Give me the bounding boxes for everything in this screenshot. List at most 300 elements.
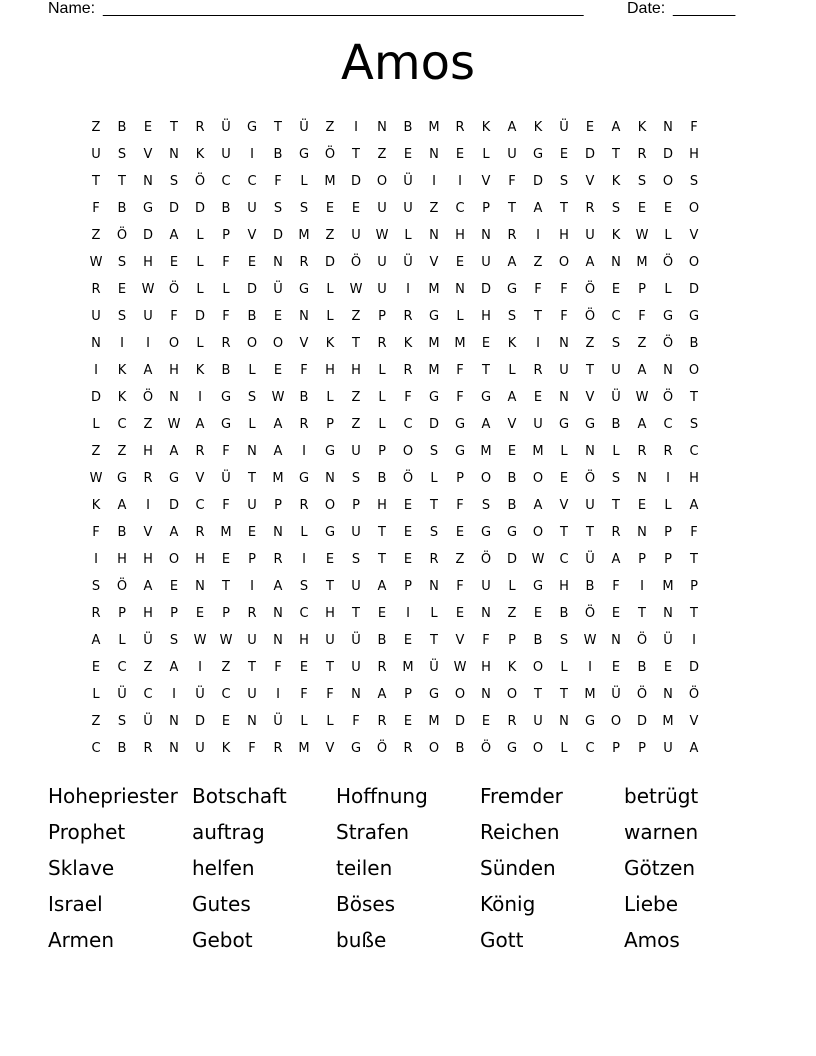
grid-letter: B bbox=[377, 633, 387, 648]
grid-letter: Ö bbox=[662, 390, 674, 405]
grid-letter: U bbox=[559, 363, 569, 378]
grid-letter: I bbox=[250, 579, 254, 594]
grid-letter: Z bbox=[637, 336, 647, 351]
grid-letter: A bbox=[143, 579, 153, 594]
date-line: _______ bbox=[673, 0, 736, 17]
grid-letter: C bbox=[611, 309, 621, 324]
grid-row bbox=[83, 438, 733, 465]
grid-letter: I bbox=[146, 336, 150, 351]
grid-letter: C bbox=[117, 417, 127, 432]
grid-letter: I bbox=[250, 147, 254, 162]
grid-letter: G bbox=[532, 147, 544, 162]
grid-letter: E bbox=[273, 363, 283, 378]
grid-letter: P bbox=[274, 498, 282, 513]
grid-letter: U bbox=[351, 228, 361, 243]
grid-row bbox=[83, 249, 733, 276]
grid-letter: Ü bbox=[663, 633, 673, 648]
grid-letter: E bbox=[507, 444, 517, 459]
grid-letter: I bbox=[198, 390, 202, 405]
grid-letter: Ö bbox=[194, 174, 206, 189]
grid-letter: W bbox=[89, 255, 103, 270]
grid-letter: M bbox=[428, 120, 440, 135]
grid-letter: A bbox=[507, 120, 517, 135]
grid-letter: E bbox=[403, 633, 413, 648]
grid-letter: P bbox=[482, 201, 490, 216]
word-item: Prophet bbox=[48, 820, 126, 844]
grid-letter: D bbox=[584, 147, 595, 162]
grid-letter: K bbox=[91, 498, 101, 513]
grid-letter: O bbox=[610, 714, 622, 729]
grid-letter: U bbox=[351, 525, 361, 540]
grid-letter: F bbox=[248, 741, 256, 756]
grid-row bbox=[83, 627, 733, 654]
grid-letter: F bbox=[534, 282, 542, 297]
grid-letter: C bbox=[689, 444, 699, 459]
grid-letter: T bbox=[352, 336, 360, 351]
grid-letter: A bbox=[611, 120, 621, 135]
grid-letter: Ü bbox=[273, 282, 283, 297]
grid-letter: O bbox=[324, 498, 336, 513]
grid-letter: Ö bbox=[168, 282, 180, 297]
grid-letter: I bbox=[276, 687, 280, 702]
grid-letter: Ö bbox=[636, 633, 648, 648]
grid-letter: P bbox=[378, 444, 386, 459]
grid-letter: N bbox=[429, 228, 439, 243]
grid-letter: N bbox=[429, 147, 439, 162]
grid-letter: U bbox=[351, 444, 361, 459]
word-item: teilen bbox=[336, 856, 393, 880]
word-item: Sklave bbox=[48, 856, 115, 880]
grid-letter: L bbox=[92, 687, 100, 702]
grid-letter: O bbox=[402, 444, 414, 459]
grid-letter: M bbox=[220, 525, 232, 540]
name-label: Name: bbox=[48, 0, 96, 17]
grid-letter: O bbox=[532, 525, 544, 540]
grid-row bbox=[83, 465, 733, 492]
grid-letter: G bbox=[428, 687, 440, 702]
grid-letter: L bbox=[664, 228, 672, 243]
grid-letter: T bbox=[560, 525, 568, 540]
grid-letter: D bbox=[532, 174, 543, 189]
word-item: auftrag bbox=[192, 820, 265, 844]
word-item: Sünden bbox=[480, 856, 556, 880]
grid-letter: T bbox=[638, 606, 646, 621]
grid-letter: I bbox=[692, 633, 696, 648]
grid-letter: K bbox=[507, 336, 517, 351]
grid-letter: W bbox=[193, 633, 207, 648]
grid-letter: E bbox=[403, 714, 413, 729]
grid-letter: D bbox=[168, 201, 179, 216]
grid-letter: G bbox=[532, 579, 544, 594]
grid-letter: Ö bbox=[402, 471, 414, 486]
grid-letter: A bbox=[169, 444, 179, 459]
grid-letter: A bbox=[377, 687, 387, 702]
grid-letter: W bbox=[531, 552, 545, 567]
grid-letter: T bbox=[586, 525, 594, 540]
grid-row bbox=[83, 681, 733, 708]
grid-letter: B bbox=[247, 309, 257, 324]
grid-letter: E bbox=[403, 147, 413, 162]
grid-letter: K bbox=[533, 120, 543, 135]
grid-row bbox=[83, 168, 733, 195]
grid-letter: H bbox=[559, 228, 569, 243]
grid-letter: T bbox=[248, 471, 256, 486]
word-item: buße bbox=[336, 928, 387, 952]
grid-letter: M bbox=[272, 471, 284, 486]
grid-letter: E bbox=[351, 201, 361, 216]
grid-letter: R bbox=[299, 417, 309, 432]
grid-letter: S bbox=[429, 525, 439, 540]
word-row bbox=[48, 814, 768, 850]
grid-row bbox=[83, 708, 733, 735]
grid-letter: R bbox=[377, 336, 387, 351]
grid-letter: N bbox=[169, 390, 179, 405]
grid-letter: P bbox=[638, 552, 646, 567]
grid-letter: I bbox=[458, 174, 462, 189]
grid-letter: E bbox=[247, 255, 257, 270]
grid-letter: F bbox=[456, 363, 464, 378]
grid-letter: U bbox=[91, 309, 101, 324]
grid-letter: O bbox=[532, 660, 544, 675]
grid-letter: R bbox=[429, 552, 439, 567]
grid-letter: S bbox=[559, 633, 569, 648]
grid-letter: Ö bbox=[584, 282, 596, 297]
grid-letter: Z bbox=[91, 228, 101, 243]
grid-letter: Z bbox=[325, 228, 335, 243]
grid-letter: G bbox=[220, 417, 232, 432]
grid-letter: W bbox=[453, 660, 467, 675]
grid-letter: H bbox=[169, 363, 179, 378]
grid-letter: P bbox=[222, 228, 230, 243]
grid-letter: I bbox=[406, 282, 410, 297]
grid-letter: R bbox=[195, 525, 205, 540]
grid-letter: R bbox=[455, 120, 465, 135]
header bbox=[48, 0, 748, 20]
grid-letter: L bbox=[326, 282, 334, 297]
grid-letter: A bbox=[169, 228, 179, 243]
grid-letter: D bbox=[662, 147, 673, 162]
grid-letter: B bbox=[689, 336, 699, 351]
grid-letter: S bbox=[169, 174, 179, 189]
grid-letter: L bbox=[378, 417, 386, 432]
grid-letter: P bbox=[404, 687, 412, 702]
grid-letter: C bbox=[195, 498, 205, 513]
grid-row bbox=[83, 222, 733, 249]
grid-letter: L bbox=[664, 282, 672, 297]
grid-letter: B bbox=[403, 120, 413, 135]
grid-letter: Z bbox=[91, 120, 101, 135]
grid-letter: F bbox=[352, 714, 360, 729]
grid-row bbox=[83, 195, 733, 222]
grid-letter: W bbox=[271, 390, 285, 405]
grid-letter: N bbox=[637, 525, 647, 540]
grid-letter: U bbox=[507, 147, 517, 162]
grid-letter: N bbox=[273, 525, 283, 540]
grid-letter: A bbox=[169, 660, 179, 675]
grid-letter: I bbox=[354, 120, 358, 135]
grid-letter: G bbox=[324, 444, 336, 459]
date-label: Date: bbox=[627, 0, 666, 17]
grid-letter: U bbox=[403, 201, 413, 216]
grid-letter: V bbox=[247, 228, 257, 243]
grid-letter: L bbox=[612, 444, 620, 459]
grid-letter: T bbox=[326, 660, 334, 675]
grid-letter: E bbox=[169, 255, 179, 270]
grid-letter: L bbox=[196, 336, 204, 351]
word-item: Hohepriester bbox=[48, 784, 178, 808]
grid-row bbox=[83, 600, 733, 627]
grid-letter: E bbox=[481, 714, 491, 729]
grid-letter: R bbox=[273, 552, 283, 567]
grid-letter: L bbox=[560, 444, 568, 459]
grid-letter: R bbox=[195, 120, 205, 135]
grid-letter: S bbox=[273, 201, 283, 216]
grid-letter: F bbox=[482, 633, 490, 648]
grid-letter: F bbox=[300, 363, 308, 378]
grid-letter: V bbox=[429, 255, 439, 270]
grid-letter: D bbox=[246, 282, 257, 297]
grid-letter: C bbox=[585, 741, 595, 756]
grid-letter: S bbox=[117, 147, 127, 162]
grid-letter: T bbox=[92, 174, 100, 189]
grid-letter: M bbox=[454, 336, 466, 351]
grid-letter: O bbox=[454, 687, 466, 702]
grid-letter: T bbox=[118, 174, 126, 189]
grid-letter: D bbox=[506, 552, 517, 567]
grid-letter: N bbox=[169, 147, 179, 162]
grid-letter: D bbox=[350, 174, 361, 189]
grid-letter: O bbox=[558, 255, 570, 270]
grid-letter: F bbox=[326, 687, 334, 702]
grid-letter: R bbox=[403, 363, 413, 378]
grid-letter: G bbox=[428, 309, 440, 324]
grid-letter: N bbox=[351, 687, 361, 702]
grid-letter: F bbox=[222, 255, 230, 270]
word-item: Botschaft bbox=[192, 784, 287, 808]
grid-letter: O bbox=[246, 336, 258, 351]
grid-letter: Ö bbox=[662, 336, 674, 351]
grid-letter: Z bbox=[351, 417, 361, 432]
grid-letter: Ö bbox=[116, 579, 128, 594]
grid-letter: R bbox=[299, 498, 309, 513]
grid-letter: A bbox=[481, 417, 491, 432]
grid-letter: R bbox=[91, 282, 101, 297]
grid-letter: K bbox=[117, 363, 127, 378]
grid-row bbox=[83, 546, 733, 573]
grid-letter: O bbox=[272, 336, 284, 351]
grid-letter: A bbox=[533, 498, 543, 513]
grid-letter: L bbox=[378, 390, 386, 405]
grid-letter: B bbox=[455, 741, 465, 756]
grid-letter: F bbox=[92, 201, 100, 216]
grid-letter: R bbox=[91, 606, 101, 621]
grid-letter: L bbox=[326, 714, 334, 729]
grid-letter: S bbox=[351, 471, 361, 486]
grid-letter: M bbox=[662, 714, 674, 729]
grid-letter: D bbox=[636, 714, 647, 729]
grid-letter: S bbox=[299, 201, 309, 216]
grid-letter: G bbox=[298, 147, 310, 162]
grid-letter: B bbox=[611, 417, 621, 432]
grid-letter: I bbox=[172, 687, 176, 702]
grid-letter: L bbox=[300, 174, 308, 189]
grid-letter: E bbox=[455, 147, 465, 162]
grid-letter: G bbox=[584, 417, 596, 432]
grid-letter: R bbox=[273, 741, 283, 756]
grid-letter: S bbox=[611, 471, 621, 486]
grid-row bbox=[83, 411, 733, 438]
grid-letter: N bbox=[429, 579, 439, 594]
grid-letter: R bbox=[299, 255, 309, 270]
grid-letter: A bbox=[91, 633, 101, 648]
grid-letter: F bbox=[222, 309, 230, 324]
grid-letter: N bbox=[91, 336, 101, 351]
grid-row bbox=[83, 330, 733, 357]
grid-letter: O bbox=[506, 687, 518, 702]
grid-letter: Z bbox=[117, 444, 127, 459]
grid-letter: R bbox=[143, 471, 153, 486]
grid-letter: F bbox=[456, 579, 464, 594]
grid-letter: V bbox=[507, 417, 517, 432]
grid-letter: Ü bbox=[429, 660, 439, 675]
grid-letter: I bbox=[146, 498, 150, 513]
grid-letter: I bbox=[588, 660, 592, 675]
grid-letter: H bbox=[143, 444, 153, 459]
grid-letter: W bbox=[635, 390, 649, 405]
grid-letter: A bbox=[611, 552, 621, 567]
grid-letter: V bbox=[143, 147, 153, 162]
grid-letter: Ö bbox=[480, 552, 492, 567]
grid-letter: V bbox=[455, 633, 465, 648]
grid-letter: Ö bbox=[584, 309, 596, 324]
grid-letter: G bbox=[324, 525, 336, 540]
grid-letter: M bbox=[428, 714, 440, 729]
grid-letter: Ü bbox=[195, 687, 205, 702]
grid-letter: W bbox=[219, 633, 233, 648]
grid-letter: N bbox=[559, 390, 569, 405]
grid-letter: S bbox=[507, 309, 517, 324]
grid-letter: R bbox=[507, 228, 517, 243]
grid-letter: O bbox=[662, 174, 674, 189]
grid-letter: K bbox=[195, 147, 205, 162]
grid-letter: M bbox=[428, 336, 440, 351]
grid-letter: E bbox=[169, 579, 179, 594]
grid-letter: Ö bbox=[376, 741, 388, 756]
grid-letter: T bbox=[352, 147, 360, 162]
grid-letter: L bbox=[326, 309, 334, 324]
grid-letter: Ü bbox=[299, 120, 309, 135]
grid-letter: N bbox=[559, 336, 569, 351]
grid-letter: P bbox=[690, 579, 698, 594]
grid-letter: E bbox=[299, 660, 309, 675]
grid-letter: E bbox=[611, 606, 621, 621]
grid-letter: B bbox=[533, 633, 543, 648]
grid-letter: H bbox=[377, 498, 387, 513]
grid-letter: A bbox=[507, 255, 517, 270]
grid-letter: P bbox=[248, 552, 256, 567]
grid-letter: K bbox=[611, 228, 621, 243]
grid-letter: P bbox=[638, 282, 646, 297]
grid-letter: P bbox=[170, 606, 178, 621]
grid-letter: Z bbox=[351, 390, 361, 405]
grid-letter: D bbox=[90, 390, 101, 405]
grid-letter: T bbox=[534, 687, 542, 702]
grid-letter: E bbox=[455, 606, 465, 621]
grid-letter: T bbox=[222, 579, 230, 594]
grid-letter: I bbox=[432, 174, 436, 189]
grid-letter: E bbox=[221, 714, 231, 729]
word-item: Gutes bbox=[192, 892, 251, 916]
grid-letter: R bbox=[611, 525, 621, 540]
grid-letter: Ö bbox=[662, 255, 674, 270]
grid-letter: A bbox=[377, 579, 387, 594]
grid-letter: L bbox=[482, 147, 490, 162]
grid-letter: Z bbox=[143, 417, 153, 432]
grid-letter: N bbox=[299, 309, 309, 324]
grid-letter: R bbox=[221, 336, 231, 351]
grid-letter: D bbox=[272, 228, 283, 243]
grid-letter: M bbox=[636, 255, 648, 270]
grid-letter: L bbox=[300, 714, 308, 729]
grid-letter: G bbox=[506, 741, 518, 756]
grid-letter: M bbox=[532, 444, 544, 459]
grid-letter: C bbox=[559, 552, 569, 567]
grid-letter: L bbox=[560, 660, 568, 675]
grid-letter: F bbox=[612, 579, 620, 594]
grid-letter: N bbox=[247, 444, 257, 459]
grid-letter: N bbox=[273, 633, 283, 648]
grid-letter: R bbox=[195, 444, 205, 459]
grid-letter: W bbox=[167, 417, 181, 432]
grid-row bbox=[83, 276, 733, 303]
grid-letter: P bbox=[326, 417, 334, 432]
grid-letter: P bbox=[612, 741, 620, 756]
grid-letter: V bbox=[559, 498, 569, 513]
grid-letter: C bbox=[455, 201, 465, 216]
grid-letter: F bbox=[222, 444, 230, 459]
grid-letter: T bbox=[248, 660, 256, 675]
grid-letter: Z bbox=[325, 120, 335, 135]
grid-letter: G bbox=[506, 525, 518, 540]
grid-letter: T bbox=[274, 120, 282, 135]
grid-letter: C bbox=[663, 417, 673, 432]
grid-letter: R bbox=[637, 444, 647, 459]
grid-letter: B bbox=[559, 606, 569, 621]
grid-letter: I bbox=[120, 336, 124, 351]
grid-letter: S bbox=[429, 444, 439, 459]
grid-letter: Ü bbox=[585, 552, 595, 567]
grid-letter: A bbox=[273, 444, 283, 459]
grid-letter: L bbox=[300, 525, 308, 540]
grid-letter: L bbox=[664, 498, 672, 513]
grid-letter: N bbox=[481, 687, 491, 702]
grid-letter: U bbox=[481, 255, 491, 270]
grid-letter: M bbox=[298, 228, 310, 243]
grid-letter: Z bbox=[221, 660, 231, 675]
grid-letter: E bbox=[247, 525, 257, 540]
grid-letter: L bbox=[248, 363, 256, 378]
grid-letter: N bbox=[273, 606, 283, 621]
grid-letter: E bbox=[533, 606, 543, 621]
grid-letter: U bbox=[247, 201, 257, 216]
grid-letter: N bbox=[481, 228, 491, 243]
grid-letter: I bbox=[94, 363, 98, 378]
grid-letter: E bbox=[611, 282, 621, 297]
grid-letter: T bbox=[612, 147, 620, 162]
grid-letter: D bbox=[454, 714, 465, 729]
grid-letter: V bbox=[689, 714, 699, 729]
grid-letter: R bbox=[403, 741, 413, 756]
